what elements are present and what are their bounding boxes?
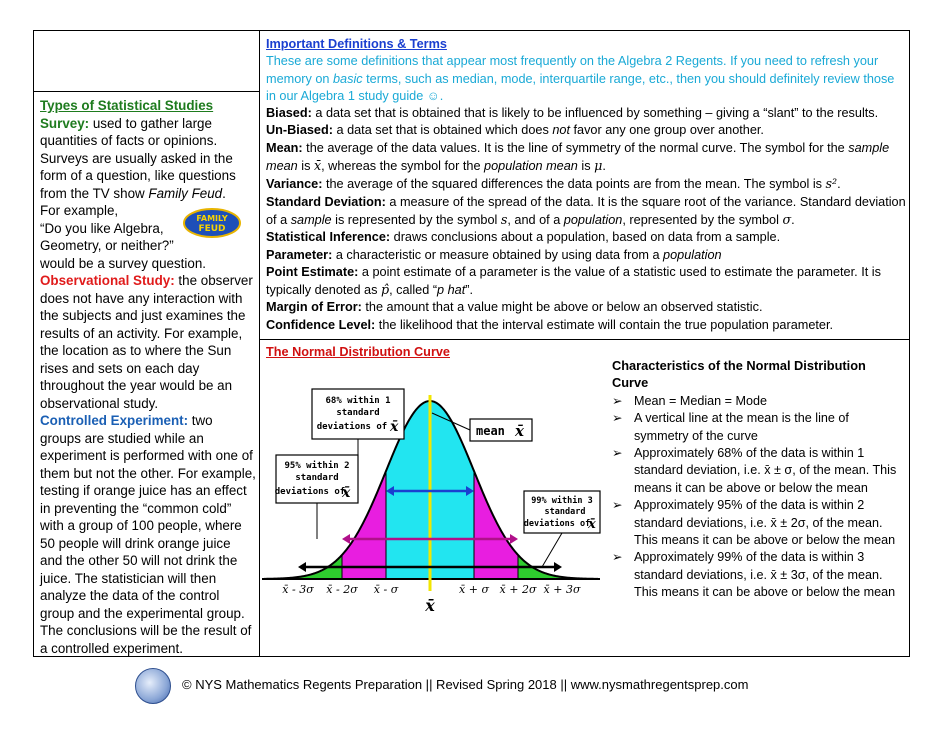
left-top-box <box>33 30 260 92</box>
label-99-line-1: 99% within 3 <box>531 496 593 506</box>
example-line-2: Geometry, or neither?” <box>40 238 174 253</box>
controlled-paragraph <box>40 412 256 657</box>
tick-label-center: x̄ <box>425 596 435 615</box>
family-feud-logo-text-1: FAMILY <box>196 214 228 223</box>
def-margin-of-error: Margin of Error: the amount that a value might be above or below an observed statistic. <box>266 300 763 315</box>
pointer-99 <box>542 533 562 567</box>
tick-label: x̄ + 3σ <box>543 583 581 596</box>
def-mean: Mean: the average of the data values. It is the line of symmetry of the normal curve. The symbol for the sample mean is x̄, whereas the symbol for the population mean is μ. <box>266 140 890 174</box>
observational-paragraph <box>40 272 256 412</box>
tick-label: x̄ - 2σ <box>326 583 358 596</box>
characteristics-heading: Characteristics of the Normal Distribution Curve <box>612 358 866 391</box>
label-99-group <box>524 491 600 533</box>
label-95-line-3: deviations of <box>274 487 346 497</box>
characteristics-section <box>612 357 904 602</box>
def-point-estimate: Point Estimate: a point estimate of a parameter is the value of a statistic used to estimate the parameter. It is typically denoted as p̂, called “p hat”. <box>266 264 881 298</box>
label-68-line-1: 68% within 1 <box>325 396 391 406</box>
arrow-bullet-icon: ➢ <box>612 550 623 565</box>
controlled-term: Controlled Experiment: <box>40 413 189 428</box>
def-parameter: Parameter: a characteristic or measure obtained by using data from a population <box>266 247 722 262</box>
family-feud-logo <box>183 208 241 238</box>
example-line-3: would be a survey question. <box>40 255 206 271</box>
label-95-xbar: x̄ <box>342 485 351 501</box>
example-line-1: “Do you like Algebra, <box>40 220 164 236</box>
arrow-bullet-icon: ➢ <box>612 446 623 461</box>
survey-paragraph <box>40 115 256 203</box>
arrow-bullet-icon: ➢ <box>612 393 623 408</box>
def-biased: Biased: a data set that is obtained that is likely to be influenced by something – giving a “slant” to the results. <box>266 106 879 121</box>
tick-label: x̄ - 3σ <box>282 583 314 596</box>
family-feud-logo-text-2: FEUD <box>198 224 226 234</box>
def-unbiased: Un-Biased: a data set that is obtained which does not favor any one group over another. <box>266 123 764 138</box>
x-axis-ticks <box>282 583 581 615</box>
mean-label-group <box>470 419 532 441</box>
def-inference: Statistical Inference: draws conclusions about a population, based on data from a sample. <box>266 230 781 245</box>
survey-show: Family Feud <box>148 185 223 201</box>
label-68-line-3: deviations of <box>316 422 388 432</box>
arrow-bullet-icon: ➢ <box>612 411 623 426</box>
label-95-line-2: standard <box>295 473 339 483</box>
characteristic-item: ➢ Approximately 95% of the data is within 2 standard deviations, i.e. x̄ ± 2σ, of the mean. This means it can be above or below the mean <box>612 498 896 548</box>
characteristic-item: ➢ Approximately 68% of the data is within 1 standard deviation, i.e. x̄ ± σ, of the mean. This means it can be above or below the mean <box>612 446 897 495</box>
observational-text: the observer does not have any interaction with the subjects and just examines the results of an activity. For example, the location as to where the Sun rises and sets on each day throughout the year would be an observational study. <box>40 273 253 411</box>
definitions-section <box>266 36 906 334</box>
characteristic-item: ➢ Mean = Median = Mode <box>612 393 904 410</box>
characteristic-item: ➢ Approximately 99% of the data is within 3 standard deviations, i.e. x̄ ± 3σ, of the mean. This means it can be above or below the mean <box>612 550 896 600</box>
characteristics-list <box>612 393 904 602</box>
normal-curve-figure <box>262 365 602 623</box>
label-99-xbar: x̄ <box>588 517 596 532</box>
nys-logo-icon <box>135 668 171 704</box>
survey-term: Survey: <box>40 115 90 131</box>
label-68-line-2: standard <box>336 408 380 418</box>
tick-label: x̄ - σ <box>373 583 399 596</box>
label-95-line-1: 95% within 2 <box>284 461 350 471</box>
label-68-xbar: x̄ <box>390 419 399 435</box>
label-99-line-3: deviations of <box>523 519 591 529</box>
mean-label-xbar: x̄ <box>515 422 524 440</box>
definitions-intro: These are some definitions that appear most frequently on the Algebra 2 Regents. If you need to refresh your memory on basic terms, such as median, mode, interquartile range, etc., then you should definitely review those in our Algebra 1 study guide ☺. <box>266 54 895 103</box>
mean-label-text: mean <box>476 424 505 438</box>
label-95-group <box>275 455 358 503</box>
def-confidence-level: Confidence Level: the likelihood that the interval estimate will contain the true population parameter. <box>266 317 834 332</box>
def-standard-deviation: Standard Deviation: a measure of the spread of the data. It is the square root of the variance. Standard deviation of a sample is represented by the symbol s, and of a population, represented by the symbol σ. <box>266 194 906 227</box>
label-99-line-2: standard <box>544 507 586 517</box>
normal-curve-title: The Normal Distribution Curve <box>266 345 450 359</box>
survey-text-end: . <box>222 185 226 201</box>
controlled-text: two groups are studied while an experiment is performed with one of them but not the other. For example, testing if orange juice has an effect in preventing the “common cold” with a group of 100 people, where 50 people will drink orange juice and the other 50 will not drink the juice. The statistician will then analyze the data of the control group and the experimental group. The conclusions will be the result of a controlled experiment. <box>40 413 256 656</box>
def-variance: Variance: the average of the squared differences the data points are from the mean. The symbol is s². <box>266 176 841 192</box>
definitions-heading: Important Definitions & Terms <box>266 37 447 51</box>
example-intro: For example, <box>40 203 119 218</box>
observational-term: Observational Study: <box>40 273 175 288</box>
label-68-group <box>312 389 404 439</box>
footer <box>135 668 835 702</box>
studies-heading: Types of Statistical Studies <box>40 98 214 113</box>
footer-text: © NYS Mathematics Regents Preparation || Revised Spring 2018 || www.nysmathregentsprep.com <box>182 677 749 692</box>
tick-label: x̄ + σ <box>459 583 489 596</box>
tick-label: x̄ + 2σ <box>499 583 537 596</box>
arrow-bullet-icon: ➢ <box>612 498 623 513</box>
characteristic-item: ➢ A vertical line at the mean is the line of symmetry of the curve <box>612 411 849 443</box>
statistical-studies-section <box>40 97 256 657</box>
survey-text: used to gather large quantities of facts or opinions. Surveys are usually asked in the form of a question, like questions from the TV show <box>40 115 236 201</box>
